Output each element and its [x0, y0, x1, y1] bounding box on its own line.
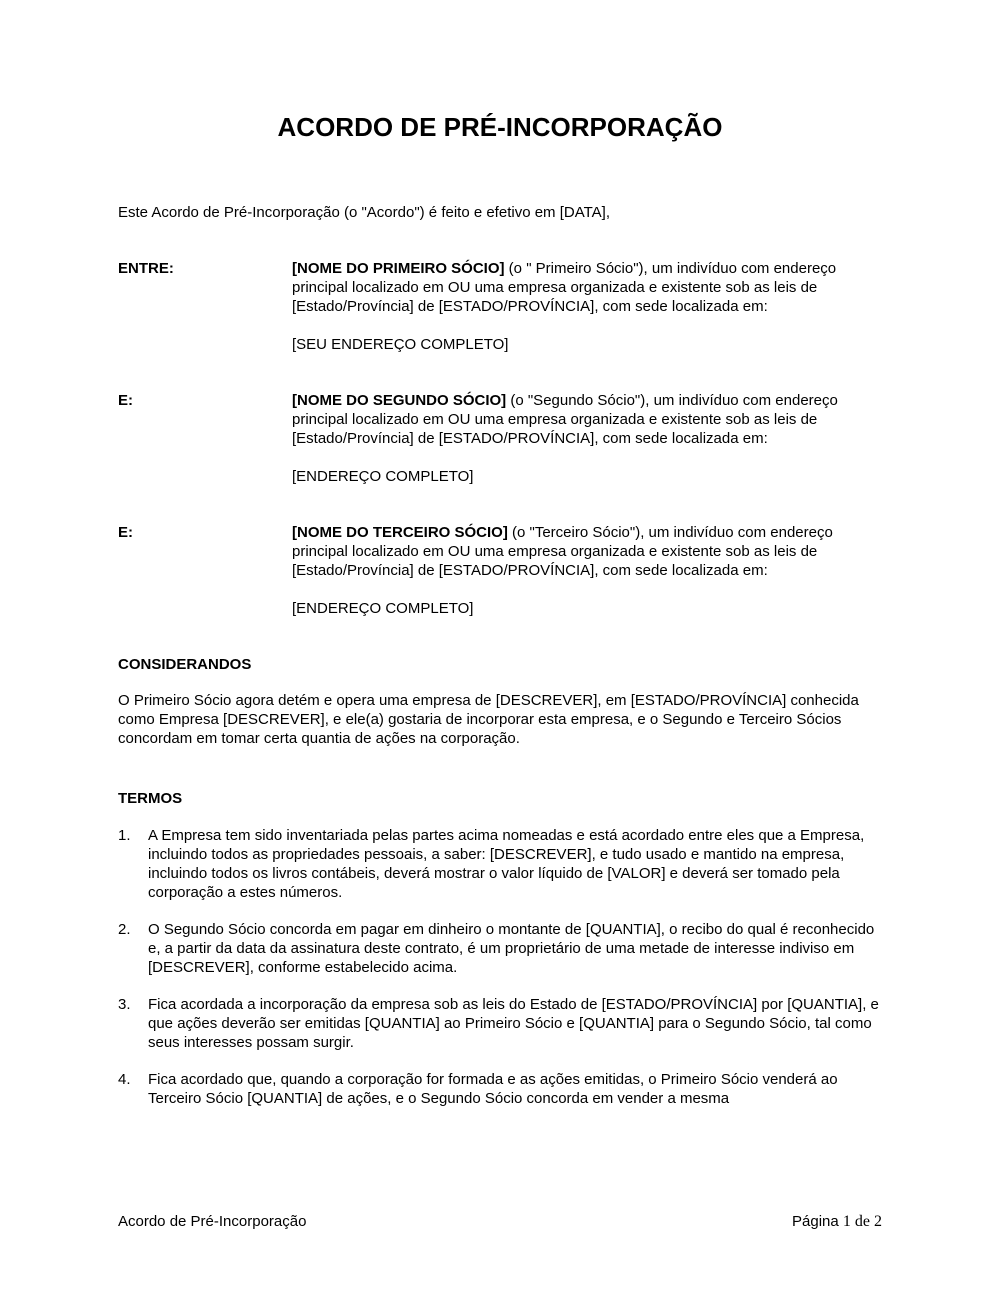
intro-paragraph: Este Acordo de Pré-Incorporação (o "Acordo") é feito e efetivo em [DATA],: [118, 204, 610, 221]
term-item-2: [118, 920, 882, 977]
party-rest-text: (o "Terceiro Sócio"), um indivíduo com endereço principal localizado em OU uma empresa organizada e existente sob as leis de [Estado/Província] de [ESTADO/PROVÍNCIA], com sede localizada em:: [292, 524, 833, 579]
party-label: E:: [118, 392, 133, 409]
party-name-placeholder: [NOME DO PRIMEIRO SÓCIO]: [292, 260, 505, 277]
term-number: 3.: [118, 996, 131, 1013]
party-block-second: [118, 391, 882, 486]
party-rest-text: (o " Primeiro Sócio"), um indivíduo com endereço principal localizado em OU uma empresa organizada e existente sob as leis de [Estado/Província] de [ESTADO/PROVÍNCIA], com sede localizada em:: [292, 260, 837, 315]
party-description: [292, 391, 882, 486]
party-block-third: [118, 523, 882, 618]
party-description: [292, 259, 882, 354]
term-item-1: [118, 826, 882, 902]
term-item-4: [118, 1070, 882, 1108]
party-label: ENTRE:: [118, 260, 174, 277]
party-name-placeholder: [NOME DO TERCEIRO SÓCIO]: [292, 524, 508, 541]
term-text: Fica acordado que, quando a corporação for formada e as ações emitidas, o Primeiro Sócio venderá ao Terceiro Sócio [QUANTIA] de ações, e o Segundo Sócio concorda em vender a mesma: [148, 1071, 838, 1107]
party-label: E:: [118, 524, 133, 541]
footer-page-label: Página: [792, 1213, 839, 1230]
party-address-placeholder: [SEU ENDEREÇO COMPLETO]: [292, 336, 509, 353]
considerandos-paragraph: O Primeiro Sócio agora detém e opera uma empresa de [DESCREVER], em [ESTADO/PROVÍNCIA] conhecida como Empresa [DESCREVER], e ele(a) gostaria de incorporar esta empresa, e o Segundo e Terceiro Sócios concordam em tomar certa quantia de ações na corporação.: [118, 692, 859, 747]
party-address-placeholder: [ENDEREÇO COMPLETO]: [292, 600, 474, 617]
page-footer: [118, 1212, 882, 1231]
footer-page-number: 1 de 2: [842, 1213, 882, 1230]
party-address-placeholder: [ENDEREÇO COMPLETO]: [292, 468, 474, 485]
term-text: Fica acordada a incorporação da empresa sob as leis do Estado de [ESTADO/PROVÍNCIA] por [QUANTIA], e que ações deverão ser emitidas [QUANTIA] ao Primeiro Sócio e [QUANTIA] para o Segundo Sócio, tal como seus interesses possam surgir.: [148, 996, 879, 1051]
term-number: 4.: [118, 1071, 131, 1088]
party-name-placeholder: [NOME DO SEGUNDO SÓCIO]: [292, 392, 507, 409]
termos-heading: TERMOS: [118, 790, 183, 807]
term-text: O Segundo Sócio concorda em pagar em dinheiro o montante de [QUANTIA], o recibo do qual é reconhecido e, a partir da data da assinatura deste contrato, é um proprietário de uma metade de interesse indiviso em [DESCREVER], conforme estabelecido acima.: [148, 921, 875, 976]
party-description: [292, 523, 882, 618]
party-rest-text: (o "Segundo Sócio"), um indivíduo com endereço principal localizado em OU uma empresa organizada e existente sob as leis de [Estado/Província] de [ESTADO/PROVÍNCIA], com sede localizada em:: [292, 392, 838, 447]
term-text: A Empresa tem sido inventariada pelas partes acima nomeadas e está acordado entre eles que a Empresa, incluindo todos as propriedades pessoais, a saber: [DESCREVER], e tudo usado e mantido na empresa, incluindo todos os livros contábeis, deverá mostrar o valor líquido de [VALOR] e deverá ser tomado pela corporação a estes números.: [148, 827, 865, 901]
considerandos-heading: CONSIDERANDOS: [118, 656, 252, 673]
party-text: [292, 259, 882, 316]
party-block-first: [118, 259, 882, 354]
term-number: 1.: [118, 827, 131, 844]
footer-document-name: Acordo de Pré-Incorporação: [118, 1213, 307, 1230]
footer-page-indicator: [792, 1212, 882, 1231]
party-text: [292, 523, 882, 580]
term-item-3: [118, 995, 882, 1052]
document-title: ACORDO DE PRÉ-INCORPORAÇÃO: [277, 112, 723, 142]
term-number: 2.: [118, 921, 131, 938]
party-text: [292, 391, 882, 448]
